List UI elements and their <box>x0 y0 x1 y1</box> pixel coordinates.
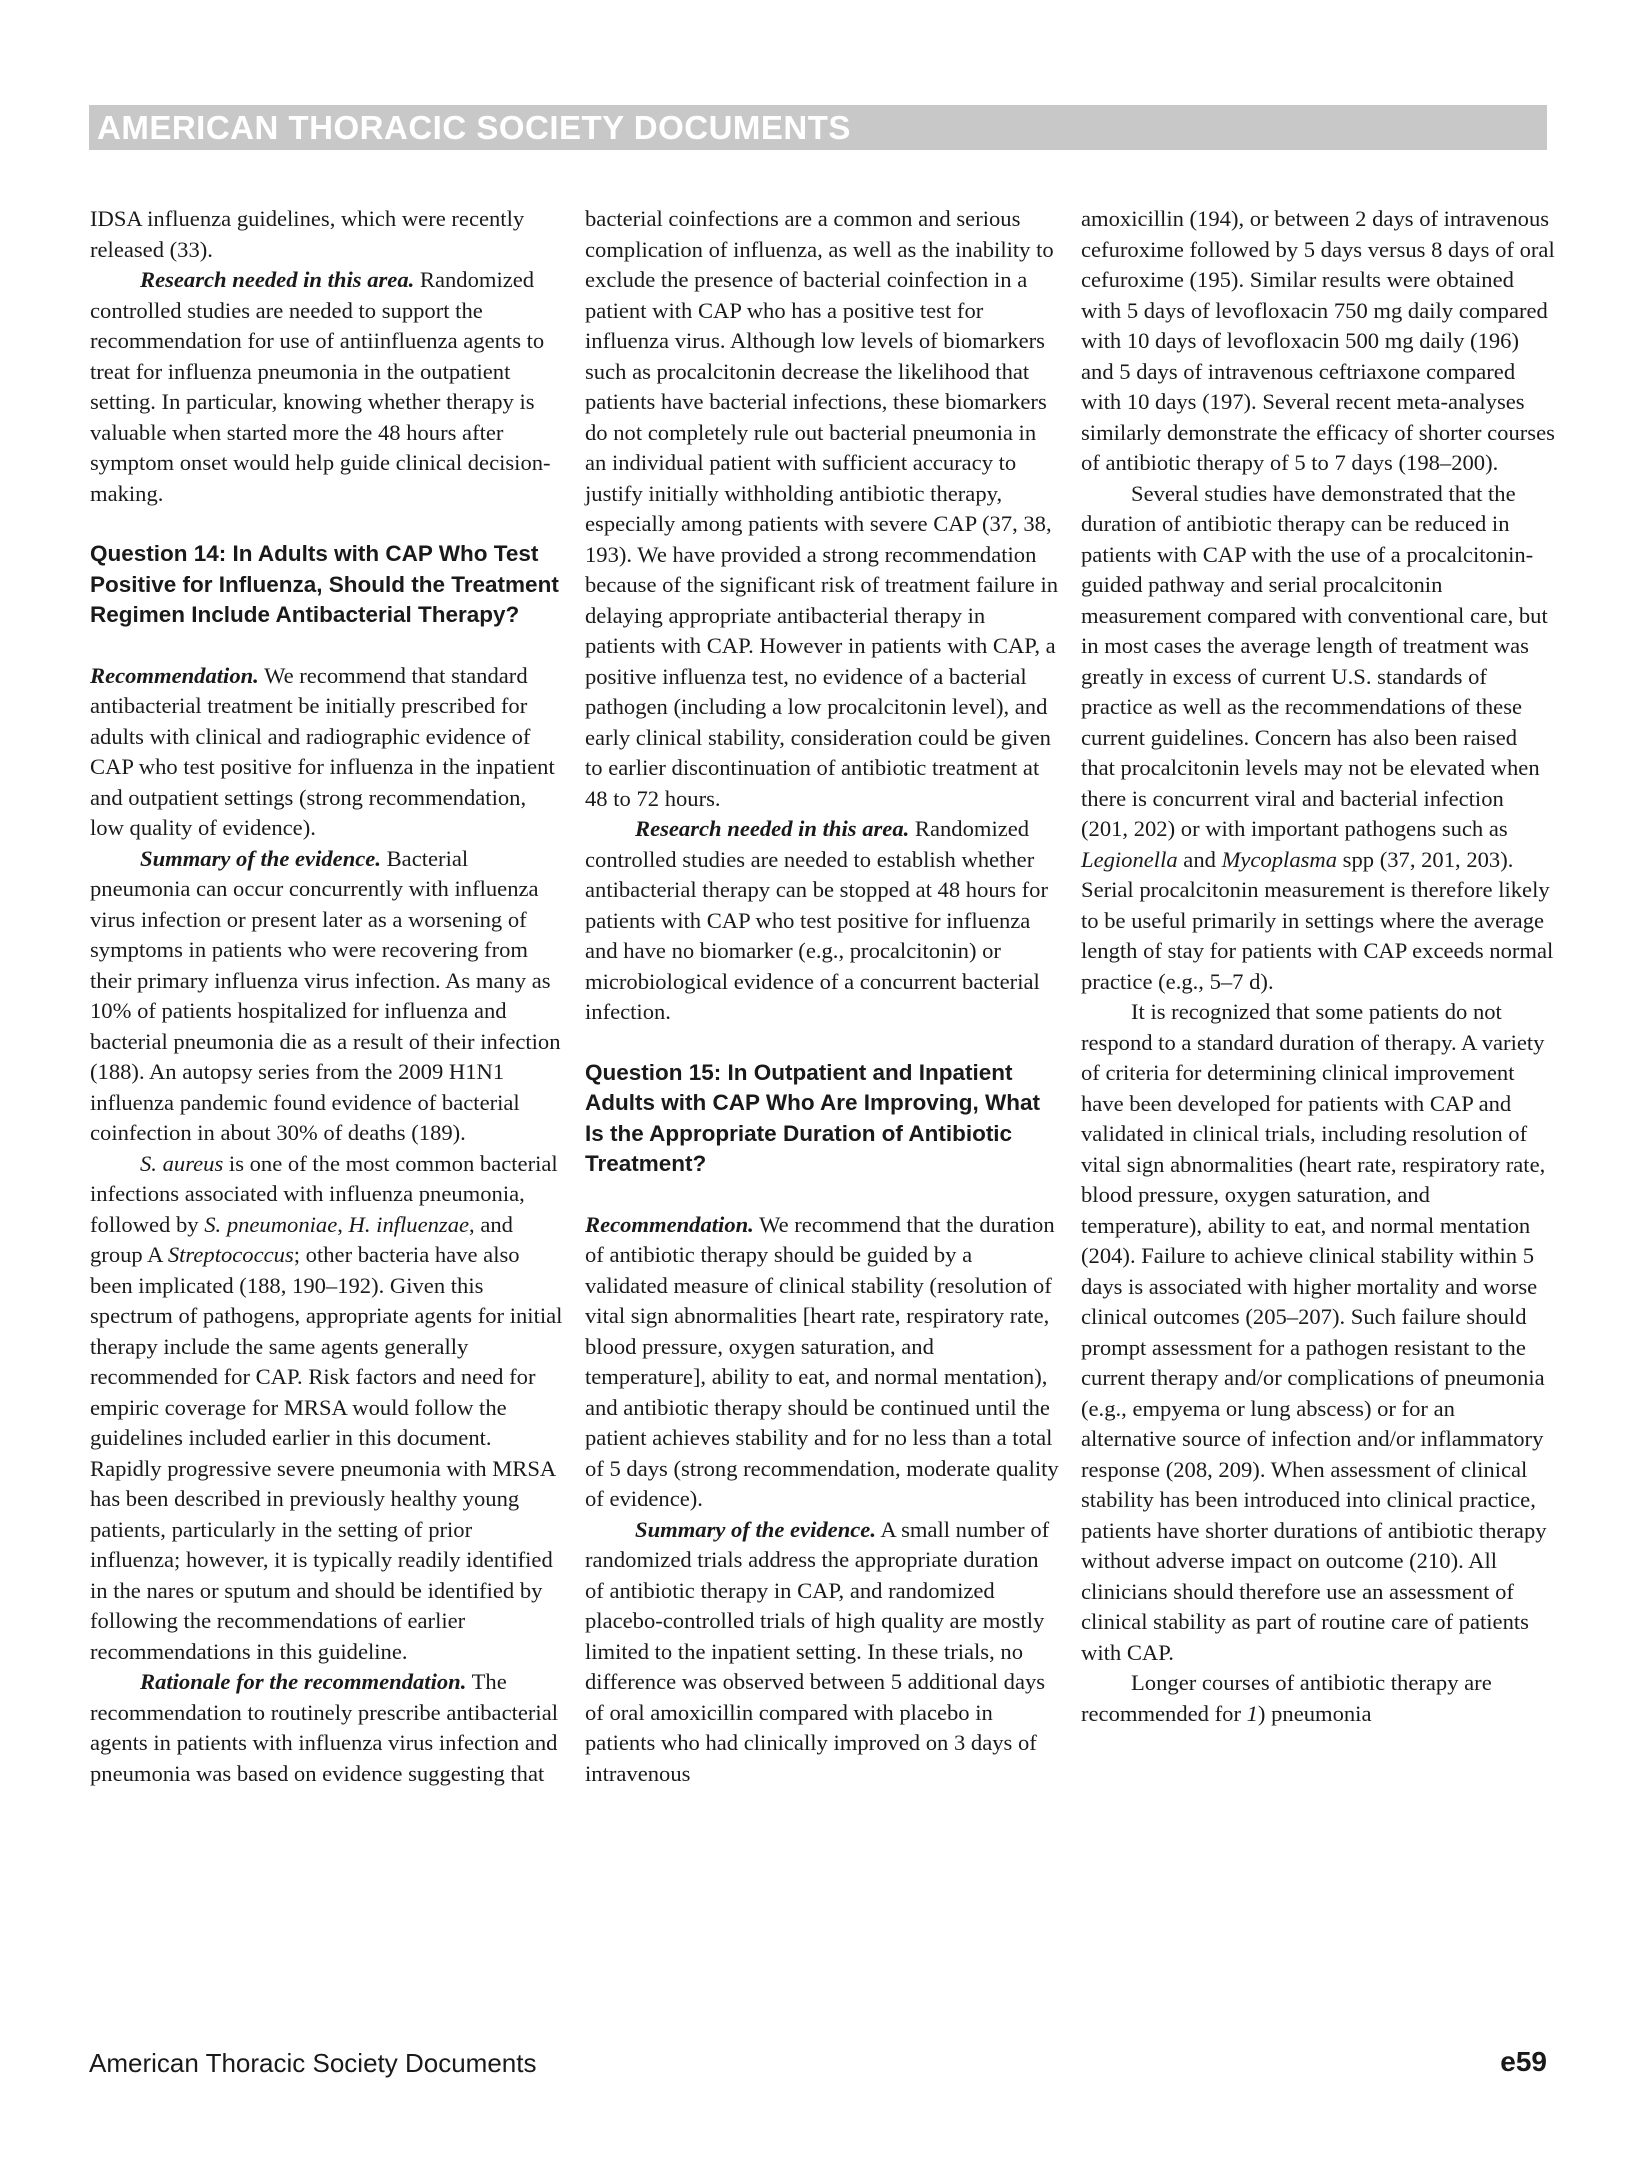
paragraph-text: ) pneumonia <box>1257 1700 1372 1726</box>
paragraph-rationale <box>90 1667 564 1789</box>
paragraph-text: and <box>1177 846 1222 872</box>
question-14-heading: Question 14: In Adults with CAP Who Test Positive for Influenza, Should the Treatment Regimen Include Antibacterial Therapy? <box>90 541 559 627</box>
column-2 <box>585 204 1059 1789</box>
paragraph-summary <box>90 844 564 1149</box>
paragraph-recommendation <box>585 1210 1059 1515</box>
paragraph-research-needed <box>585 814 1059 1028</box>
italic-number: 1 <box>1246 1700 1258 1726</box>
paragraph-lead: Research needed in this area. <box>635 816 910 841</box>
paragraph: bacterial coinfections are a common and serious complication of influenza, as well as the inability to exclude the presence of bacterial coinfection in a patient with CAP who has a positive test for influenza virus. Although low levels of biomarkers such as procalcitonin decrease the likelihood that patients have bacterial infections, these biomarkers do not completely rule out bacterial pneumonia in an individual patient with sufficient accuracy to justify initially withholding antibiotic therapy, especially among patients with severe CAP (37, 38, 193). We have provided a strong recommendation because of the significant risk of treatment failure in delaying appropriate antibacterial therapy in patients with CAP. However in patients with CAP, a positive influenza test, no evidence of a bacterial pathogen (including a low procalcitonin level), and early clinical stability, consideration could be given to earlier discontinuation of antibiotic treatment at 48 to 72 hours. <box>585 206 1059 811</box>
paragraph-text: Randomized controlled studies are needed to support the recommendation for use of antiinfluenza agents to treat for influenza pneumonia in the outpatient setting. In particular, knowing whether therapy is valuable when started more the 48 hours after symptom onset would help guide clinical decision-making. <box>90 267 551 506</box>
paragraph-text: Randomized controlled studies are needed to establish whether antibacterial therapy can be stopped at 48 hours for patients with CAP who test positive for influenza and have no biomarker (e.g., procalcitonin) or microbiological evidence of a concurrent bacterial infection. <box>585 816 1048 1024</box>
paragraph-pathogens <box>90 1149 564 1668</box>
paragraph-lead: Research needed in this area. <box>140 267 415 292</box>
paragraph-clinical-stability: It is recognized that some patients do not respond to a standard duration of therapy. A variety of criteria for determining clinical improvement have been developed for patients with CAP and validated in clinical trials, including resolution of vital sign abnormalities (heart rate, respiratory rate, blood pressure, oxygen saturation, and temperature), ability to eat, and normal mentation (204). Failure to achieve clinical stability within 5 days is associated with higher mortality and worse clinical outcomes (205–207). Such failure should prompt assessment for a pathogen resistant to the current therapy and/or complications of pneumonia (e.g., empyema or lung abscess) or for an alternative source of infection and/or inflammatory response (208, 209). When assessment of clinical stability has been introduced into clinical practice, patients have shorter durations of antibiotic therapy without adverse impact on outcome (210). All clinicians should therefore use an assessment of clinical stability as part of routine care of patients with CAP. <box>1081 999 1547 1665</box>
paragraph-text: We recommend that the duration of antibiotic therapy should be guided by a validated measure of clinical stability (resolution of vital sign abnormalities [heart rate, respiratory rate, blood pressure, oxygen saturation, and temperature], ability to eat, and normal mentation), and antibiotic therapy should be continued until the patient achieves stability and for no less than a total of 5 days (strong recommendation, moderate quality of evidence). <box>585 1211 1059 1511</box>
question-15-heading: Question 15: In Outpatient and Inpatient Adults with CAP Who Are Improving, What Is the Appropriate Duration of Antibiotic Treatment? <box>585 1059 1040 1176</box>
paragraph-text: , <box>337 1211 349 1237</box>
paragraph-text: A small number of randomized trials address the appropriate duration of antibiotic therapy in CAP, and randomized placebo-controlled trials of high quality are mostly limited to the inpatient setting. In these trials, no difference was observed between 5 additional days of oral amoxicillin compared with placebo in patients who had clinically improved on 3 days of intravenous <box>585 1516 1050 1786</box>
paragraph-lead: Recommendation. <box>585 1211 754 1237</box>
paragraph-research-needed <box>90 265 564 509</box>
paragraph-summary <box>585 1515 1059 1790</box>
paragraph-recommendation <box>90 661 564 844</box>
paragraph-text: Bacterial pneumonia can occur concurrently with influenza virus infection or present later as a worsening of symptoms in patients who were recovering from their primary influenza virus infection. As many as 10% of patients hospitalized for influenza and bacterial pneumonia die as a result of their infection (188). An autopsy series from the 2009 H1N1 influenza pandemic found evidence of bacterial coinfection in about 30% of deaths (189). <box>90 845 561 1145</box>
italic-term: H. influenzae <box>348 1211 470 1237</box>
section-header-bar <box>89 105 1547 150</box>
paragraph-text: , and group A <box>90 1211 513 1267</box>
section-header-title: AMERICAN THORACIC SOCIETY DOCUMENTS <box>97 109 851 146</box>
paragraph-lead: Summary of the evidence. <box>140 845 381 871</box>
paragraph-text: Several studies have demonstrated that the duration of antibiotic therapy can be reduced in patients with CAP with the use of a procalcitonin-guided pathway and serial procalcitonin measurement compared with conventional care, but in most cases the average length of treatment was greatly in excess of current U.S. standards of practice as well as the recommendations of these current guidelines. Concern has also been raised that procalcitonin levels may not be elevated when there is concurrent viral and bacterial infection (201, 202) or with important pathogens such as <box>1081 480 1548 841</box>
italic-term: S. aureus <box>140 1150 224 1176</box>
italic-term: S. pneumoniae <box>204 1211 338 1237</box>
italic-term: Legionella <box>1081 846 1178 872</box>
paragraph-text: spp (37, 201, 203). Serial procalcitonin measurement is therefore likely to be useful primarily in settings where the average length of stay for patients with CAP exceeds normal practice (e.g., 5–7 d). <box>1081 846 1554 994</box>
footer-journal-name: American Thoracic Society Documents <box>89 2048 537 2078</box>
column-3 <box>1081 204 1555 1729</box>
paragraph-text: is one of the most common bacterial infections associated with influenza pneumonia, followed by <box>90 1150 558 1237</box>
paragraph-text: We recommend that standard antibacterial treatment be initially prescribed for adults with clinical and radiographic evidence of CAP who test positive for influenza in the inpatient and outpatient settings (strong recommendation, low quality of evidence). <box>90 662 555 840</box>
paragraph-lead: Recommendation. <box>90 662 259 688</box>
paragraph-lead: Rationale for the recommendation. <box>140 1669 467 1694</box>
paragraph-text: The recommendation to routinely prescribe antibacterial agents in patients with influenza virus infection and pneumonia was based on evidence suggesting that <box>90 1669 559 1786</box>
paragraph: amoxicillin (194), or between 2 days of intravenous cefuroxime followed by 5 days versus 8 days of oral cefuroxime (195). Similar results were obtained with 5 days of levofloxacin 750 mg daily compared with 10 days of levofloxacin 500 mg daily (196) and 5 days of intravenous ceftriaxone compared with 10 days (197). Several recent meta-analyses similarly demonstrate the efficacy of shorter courses of antibiotic therapy of 5 to 7 days (198–200). <box>1081 206 1555 475</box>
italic-term: Streptococcus <box>167 1242 294 1267</box>
italic-term: Mycoplasma <box>1221 846 1338 872</box>
paragraph-lead: Summary of the evidence. <box>635 1516 876 1542</box>
paragraph: IDSA influenza guidelines, which were recently released (33). <box>90 206 525 262</box>
column-1 <box>90 204 564 1789</box>
paragraph-longer-courses <box>1081 1668 1555 1729</box>
footer-page-number: e59 <box>1500 2046 1547 2077</box>
paragraph-text: ; other bacteria have also been implicated (188, 190–192). Given this spectrum of pathogens, appropriate agents for initial therapy include the same agents generally recommended for CAP. Risk factors and need for empiric coverage for MRSA would follow the guidelines included earlier in this document. Rapidly progressive severe pneumonia with MRSA has been described in previously healthy young patients, particularly in the setting of prior influenza; however, it is typically readily identified in the nares or sputum and should be identified by following the recommendations of earlier recommendations in this guideline. <box>90 1242 563 1664</box>
paragraph-text: Longer courses of antibiotic therapy are recommended for <box>1081 1670 1492 1726</box>
paragraph-procalcitonin <box>1081 479 1555 998</box>
